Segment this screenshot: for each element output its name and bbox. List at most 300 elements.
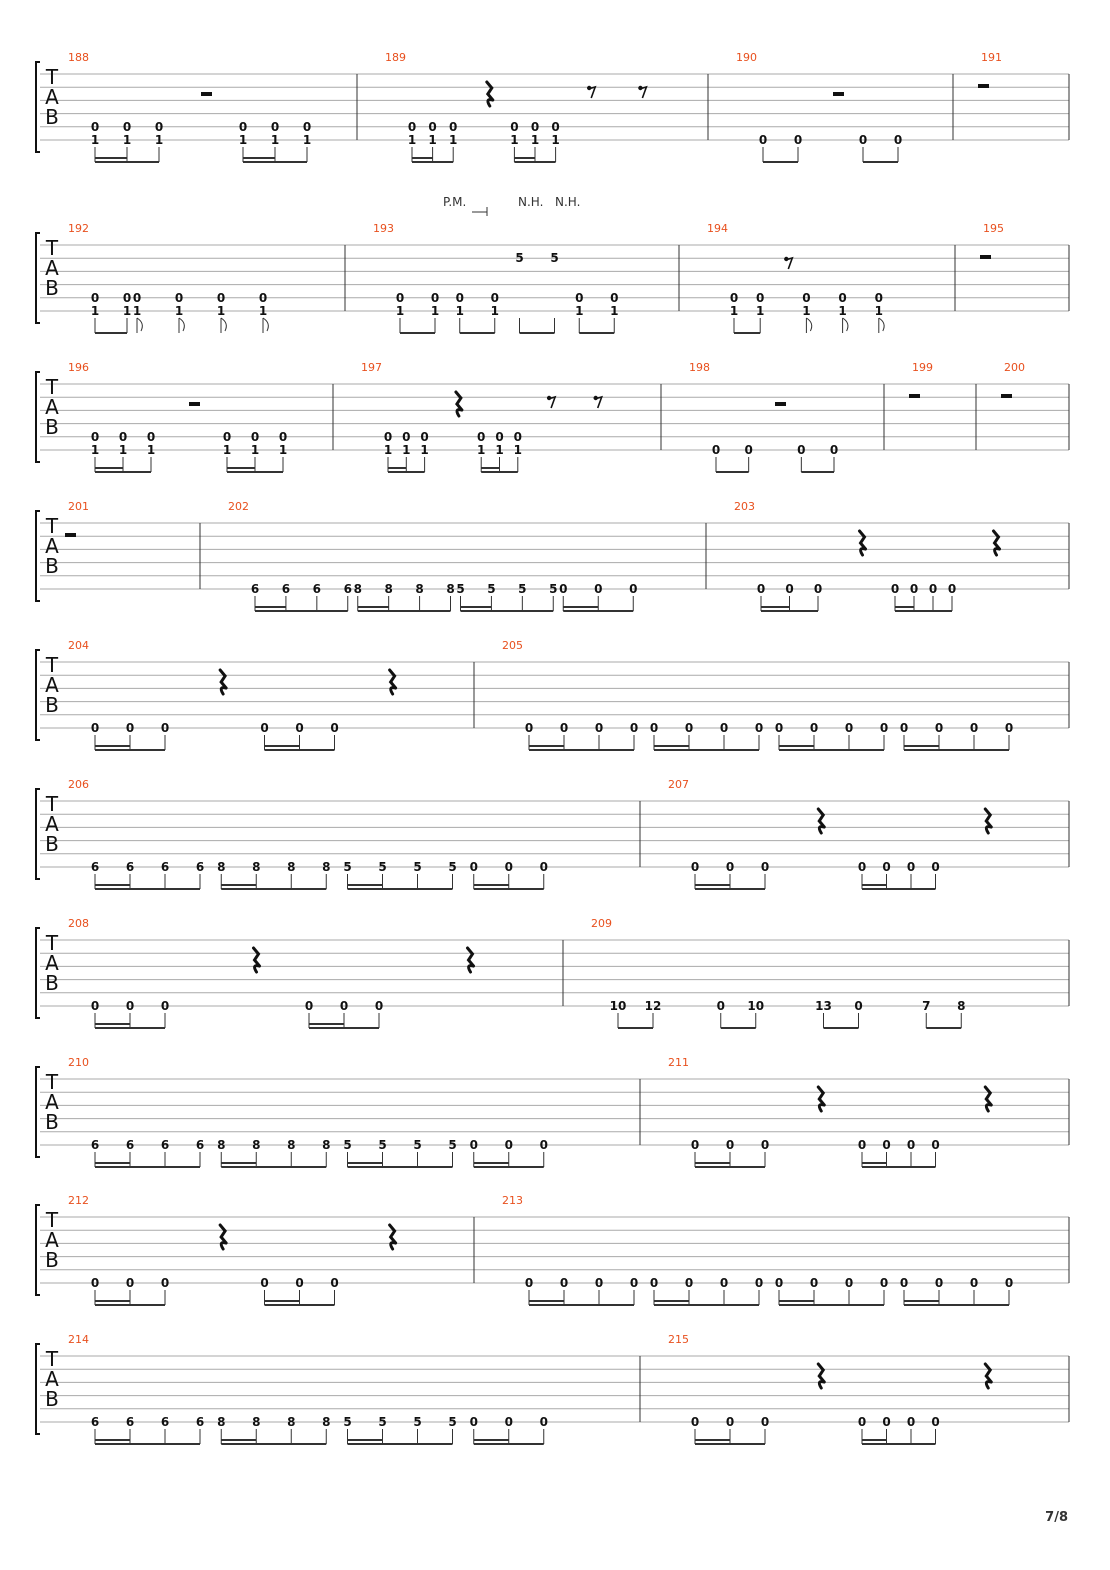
fret-number: 5 (343, 1415, 352, 1429)
fret-number: 1 (874, 304, 883, 318)
measure-number: 189 (385, 51, 406, 64)
measure-number: 202 (228, 500, 249, 513)
fret-number: 0 (931, 1415, 940, 1429)
tab-system (36, 361, 1069, 472)
fret-number: 1 (90, 133, 100, 147)
fret-number: 0 (785, 582, 794, 596)
measure-195 (980, 222, 1004, 259)
measure-212 (68, 1194, 396, 1305)
fret-number: 7 (922, 999, 931, 1013)
measure-204 (68, 639, 396, 750)
technique-label: N.H. (555, 195, 581, 209)
fret-number: 1 (122, 133, 132, 147)
fret-number: 1 (495, 443, 504, 457)
fret-number: 0 (238, 119, 248, 134)
fret-number: 0 (222, 429, 232, 444)
measure-194 (707, 222, 884, 333)
fret-number: 5 (487, 582, 496, 596)
fret-number: 0 (160, 721, 170, 735)
fret-number: 0 (160, 999, 170, 1013)
fret-number: 8 (252, 1138, 261, 1152)
measure-203 (734, 500, 1000, 611)
fret-number: 0 (809, 1276, 819, 1290)
tab-clef-letter: A (45, 256, 59, 280)
fret-number: 1 (174, 304, 184, 318)
tab-clef-letter: T (45, 1347, 59, 1371)
measure-number: 200 (1004, 361, 1025, 374)
quarter-rest (390, 670, 396, 694)
measure-number: 206 (68, 778, 89, 791)
measure-number: 188 (68, 51, 89, 64)
fret-number: 0 (278, 429, 288, 444)
quarter-rest (220, 670, 226, 694)
fret-number: 1 (250, 443, 260, 457)
fret-number: 0 (758, 133, 768, 147)
fret-number: 0 (174, 290, 184, 305)
fret-number: 0 (395, 290, 405, 305)
fret-number: 0 (844, 1276, 854, 1290)
fret-number: 1 (278, 443, 288, 457)
quarter-rest (818, 1364, 824, 1388)
quarter-rest (220, 1225, 226, 1249)
fret-number: 0 (610, 290, 619, 305)
fret-number: 0 (490, 290, 499, 305)
measure-number: 207 (668, 778, 689, 791)
fret-number: 6 (195, 860, 205, 874)
measure-number: 203 (734, 500, 755, 513)
fret-number: 0 (539, 1415, 548, 1429)
measure-200 (1001, 361, 1025, 398)
fret-number: 0 (455, 290, 464, 305)
measure-number: 214 (68, 1333, 89, 1346)
note-flag (221, 318, 226, 331)
fret-number: 0 (559, 721, 569, 735)
tab-system (36, 778, 1069, 889)
fret-number: 0 (270, 119, 280, 134)
fret-number: 0 (928, 582, 938, 596)
quarter-rest (860, 531, 866, 555)
tab-clef-letter: A (45, 85, 59, 109)
fret-number: 0 (969, 721, 979, 735)
fret-number: 0 (725, 860, 735, 874)
fret-number: 0 (260, 721, 269, 735)
fret-number: 0 (160, 1276, 170, 1290)
tab-clef-letter: A (45, 534, 59, 558)
fret-number: 0 (684, 1276, 694, 1290)
measure-number: 205 (502, 639, 523, 652)
fret-number: 0 (629, 721, 639, 735)
fret-number: 0 (469, 1138, 478, 1152)
fret-number: 6 (160, 1138, 170, 1152)
whole-rest (909, 394, 920, 398)
fret-number: 0 (420, 429, 429, 444)
fret-number: 6 (160, 1415, 170, 1429)
system-bracket (36, 1344, 40, 1434)
fret-number: 6 (160, 860, 170, 874)
fret-number: 8 (287, 1138, 296, 1152)
fret-number: 0 (729, 290, 739, 305)
fret-number: 0 (774, 721, 784, 735)
tab-clef-letter: T (45, 236, 59, 260)
fret-number: 0 (402, 429, 411, 444)
fret-number: 0 (90, 999, 100, 1013)
fret-number: 0 (339, 999, 349, 1013)
fret-number: 1 (430, 304, 440, 318)
fret-number: 0 (122, 290, 132, 305)
measure-215 (668, 1333, 991, 1444)
measure-189 (385, 51, 646, 162)
fret-number: 0 (934, 721, 944, 735)
fret-number: 0 (304, 999, 314, 1013)
fret-number: 8 (217, 860, 226, 874)
measure-number: 212 (68, 1194, 89, 1207)
measure-number: 215 (668, 1333, 689, 1346)
whole-rest (1001, 394, 1012, 398)
fret-number: 0 (1004, 1276, 1014, 1290)
measure-number: 199 (912, 361, 933, 374)
fret-number: 5 (515, 251, 524, 266)
fret-number: 0 (430, 290, 440, 305)
quarter-rest (468, 948, 474, 972)
fret-number: 6 (195, 1138, 205, 1152)
fret-number: 6 (250, 582, 260, 596)
system-bracket (36, 1205, 40, 1295)
fret-number: 8 (287, 860, 296, 874)
fret-number: 0 (477, 429, 486, 444)
fret-number: 1 (575, 304, 584, 318)
fret-number: 0 (882, 1415, 891, 1429)
system-bracket (36, 789, 40, 879)
tab-clef-letter: B (45, 105, 59, 129)
fret-number: 1 (258, 304, 268, 318)
fret-number: 1 (302, 133, 312, 147)
fret-number: 0 (760, 860, 770, 874)
quarter-rest (456, 392, 462, 416)
fret-number: 0 (882, 860, 891, 874)
measure-number: 211 (668, 1056, 689, 1069)
whole-rest (65, 533, 76, 537)
tab-clef-letter: B (45, 554, 59, 578)
measure-213 (502, 1194, 1013, 1305)
tab-system (36, 500, 1069, 611)
fret-number: 1 (420, 443, 429, 457)
fret-number: 0 (947, 582, 957, 596)
whole-rest (980, 255, 991, 259)
fret-number: 0 (90, 1276, 100, 1290)
fret-number: 0 (258, 290, 268, 305)
fret-number: 0 (690, 1138, 700, 1152)
measure-188 (68, 51, 311, 162)
quarter-rest (818, 809, 824, 833)
measure-205 (502, 639, 1013, 750)
fret-number: 5 (448, 1415, 457, 1429)
fret-number: 8 (384, 582, 393, 596)
fret-number: 1 (90, 443, 100, 457)
fret-number: 5 (343, 860, 352, 874)
fret-number: 1 (490, 304, 499, 318)
tab-clef-letter: A (45, 673, 59, 697)
fret-number: 0 (495, 429, 504, 444)
fret-number: 0 (690, 860, 700, 874)
fret-number: 1 (610, 304, 619, 318)
quarter-rest (985, 1364, 991, 1388)
tab-system (36, 51, 1069, 162)
fret-number: 6 (312, 582, 322, 596)
fret-number: 0 (684, 721, 694, 735)
fret-number: 0 (931, 1138, 940, 1152)
fret-number: 0 (756, 582, 766, 596)
fret-number: 0 (690, 1415, 700, 1429)
fret-number: 0 (594, 582, 603, 596)
fret-number: 10 (747, 999, 765, 1013)
fret-number: 0 (854, 999, 863, 1013)
fret-number: 0 (629, 1276, 639, 1290)
system-bracket (36, 233, 40, 323)
fret-number: 1 (428, 133, 437, 147)
measure-211 (668, 1056, 991, 1167)
fret-number: 8 (252, 1415, 261, 1429)
fret-number: 0 (813, 582, 823, 596)
fret-number: 0 (330, 1276, 339, 1290)
fret-number: 1 (802, 304, 811, 318)
note-flag (263, 318, 268, 331)
measure-number: 204 (68, 639, 89, 652)
tab-clef-letter: A (45, 951, 59, 975)
fret-number: 8 (353, 582, 362, 596)
tab-clef-letter: B (45, 1248, 59, 1272)
fret-number: 1 (238, 133, 248, 147)
fret-number: 0 (524, 721, 534, 735)
fret-number: 0 (122, 119, 132, 134)
fret-number: 0 (132, 290, 142, 305)
fret-number: 0 (829, 443, 839, 457)
fret-number: 1 (530, 133, 540, 147)
fret-number: 5 (343, 1138, 352, 1152)
fret-number: 1 (513, 443, 522, 457)
tab-clef-letter: B (45, 1110, 59, 1134)
fret-number: 8 (217, 1415, 226, 1429)
fret-number: 0 (802, 290, 811, 305)
note-flag (806, 318, 811, 331)
fret-number: 0 (793, 133, 803, 147)
fret-number: 8 (957, 999, 966, 1013)
fret-number: 0 (725, 1415, 735, 1429)
system-bracket (36, 62, 40, 152)
page-number: 7/8 (1045, 1510, 1068, 1525)
quarter-rest (487, 82, 493, 106)
measure-number: 198 (689, 361, 710, 374)
measure-number: 210 (68, 1056, 89, 1069)
fret-number: 0 (629, 582, 638, 596)
half-rest (201, 92, 212, 96)
fret-number: 0 (428, 119, 437, 134)
fret-number: 8 (287, 1415, 296, 1429)
fret-number: 0 (797, 443, 806, 457)
fret-number: 0 (330, 721, 339, 735)
fret-number: 0 (716, 999, 725, 1013)
fret-number: 1 (729, 304, 739, 318)
fret-number: 8 (322, 1138, 331, 1152)
fret-number: 0 (879, 1276, 889, 1290)
eighth-rest (785, 258, 792, 269)
measure-number: 196 (68, 361, 89, 374)
fret-number: 0 (469, 860, 478, 874)
fret-number: 0 (857, 1138, 867, 1152)
half-rest (189, 402, 200, 406)
measure-number: 197 (361, 361, 382, 374)
fret-number: 0 (383, 429, 393, 444)
tab-clef-letter: A (45, 395, 59, 419)
fret-number: 0 (774, 1276, 784, 1290)
fret-number: 1 (222, 443, 232, 457)
technique-label: P.M. (443, 195, 467, 209)
fret-number: 1 (551, 133, 560, 147)
fret-number: 0 (649, 721, 659, 735)
fret-number: 6 (90, 860, 100, 874)
measure-210 (68, 1056, 548, 1167)
fret-number: 6 (125, 1415, 135, 1429)
fret-number: 0 (719, 721, 729, 735)
measure-number: 201 (68, 500, 89, 513)
tab-clef-letter: T (45, 653, 59, 677)
fret-number: 1 (270, 133, 280, 147)
tab-clef-letter: T (45, 65, 59, 89)
fret-number: 1 (510, 133, 519, 147)
measure-197 (361, 361, 602, 472)
fret-number: 0 (551, 119, 560, 134)
eighth-rest (548, 397, 555, 408)
fret-number: 0 (407, 119, 417, 134)
measure-209 (591, 917, 965, 1028)
eighth-rest (588, 87, 595, 98)
measure-number: 194 (707, 222, 728, 235)
fret-number: 0 (969, 1276, 979, 1290)
fret-number: 8 (252, 860, 261, 874)
tab-clef-letter: B (45, 1387, 59, 1411)
quarter-rest (390, 1225, 396, 1249)
tab-clef-letter: A (45, 1228, 59, 1252)
fret-number: 5 (448, 1138, 457, 1152)
system-bracket (36, 372, 40, 462)
fret-number: 0 (469, 1415, 478, 1429)
fret-number: 0 (893, 133, 903, 147)
fret-number: 0 (809, 721, 819, 735)
fret-number: 5 (448, 860, 457, 874)
fret-number: 12 (644, 999, 662, 1013)
fret-number: 0 (756, 290, 765, 305)
fret-number: 0 (844, 721, 854, 735)
fret-number: 0 (906, 1138, 916, 1152)
fret-number: 0 (857, 1415, 867, 1429)
fret-number: 5 (518, 582, 527, 596)
measure-193 (373, 222, 618, 333)
fret-number: 5 (456, 582, 465, 596)
fret-number: 0 (931, 860, 940, 874)
fret-number: 0 (882, 1138, 891, 1152)
measure-number: 191 (981, 51, 1002, 64)
tab-system (36, 1056, 1069, 1167)
tab-system (36, 917, 1069, 1028)
fret-number: 0 (649, 1276, 659, 1290)
tab-clef-letter: B (45, 971, 59, 995)
measure-number: 192 (68, 222, 89, 235)
fret-number: 0 (760, 1415, 770, 1429)
fret-number: 0 (513, 429, 522, 444)
tab-clef-letter: B (45, 832, 59, 856)
fret-number: 1 (216, 304, 226, 318)
measure-number: 208 (68, 917, 89, 930)
fret-number: 0 (302, 119, 312, 134)
quarter-rest (985, 809, 991, 833)
fret-number: 0 (906, 1415, 916, 1429)
fret-number: 0 (754, 721, 764, 735)
measure-number: 193 (373, 222, 394, 235)
tab-clef-letter: T (45, 375, 59, 399)
half-rest (775, 402, 786, 406)
tab-clef-letter: B (45, 276, 59, 300)
measure-196 (68, 361, 287, 472)
tab-system (36, 1333, 1069, 1444)
measure-206 (68, 778, 548, 889)
fret-number: 5 (413, 1415, 422, 1429)
fret-number: 0 (524, 1276, 534, 1290)
fret-number: 0 (890, 582, 900, 596)
fret-number: 0 (874, 290, 883, 305)
tab-clef-letter: T (45, 514, 59, 538)
fret-number: 0 (504, 1138, 513, 1152)
fret-number: 0 (899, 1276, 909, 1290)
fret-number: 0 (857, 860, 867, 874)
fret-number: 6 (195, 1415, 205, 1429)
quarter-rest (985, 1087, 991, 1111)
note-flag (843, 318, 848, 331)
tab-clef-letter: T (45, 1208, 59, 1232)
fret-number: 0 (725, 1138, 735, 1152)
tab-clef-letter: B (45, 693, 59, 717)
fret-number: 6 (281, 582, 291, 596)
system-bracket (36, 650, 40, 740)
fret-number: 1 (395, 304, 405, 318)
fret-number: 1 (477, 443, 486, 457)
measure-201 (65, 500, 89, 537)
fret-number: 0 (90, 119, 100, 134)
tab-clef-letter: T (45, 792, 59, 816)
fret-number: 1 (407, 133, 417, 147)
fret-number: 5 (378, 860, 387, 874)
measure-number: 190 (736, 51, 757, 64)
system-bracket (36, 511, 40, 601)
fret-number: 0 (879, 721, 889, 735)
fret-number: 0 (118, 429, 128, 444)
fret-number: 0 (374, 999, 384, 1013)
fret-number: 5 (549, 582, 558, 596)
fret-number: 0 (1004, 721, 1014, 735)
fret-number: 0 (906, 860, 916, 874)
tab-clef-letter: T (45, 1070, 59, 1094)
tab-system (36, 1194, 1069, 1305)
fret-number: 6 (343, 582, 352, 596)
note-flag (179, 318, 184, 331)
tab-clef-letter: A (45, 1367, 59, 1391)
fret-number: 0 (754, 1276, 764, 1290)
fret-number: 1 (132, 304, 142, 318)
quarter-rest (994, 531, 1000, 555)
fret-number: 0 (295, 721, 304, 735)
tab-clef-letter: B (45, 415, 59, 439)
fret-number: 0 (250, 429, 260, 444)
fret-number: 0 (260, 1276, 269, 1290)
measure-191 (978, 51, 1002, 88)
